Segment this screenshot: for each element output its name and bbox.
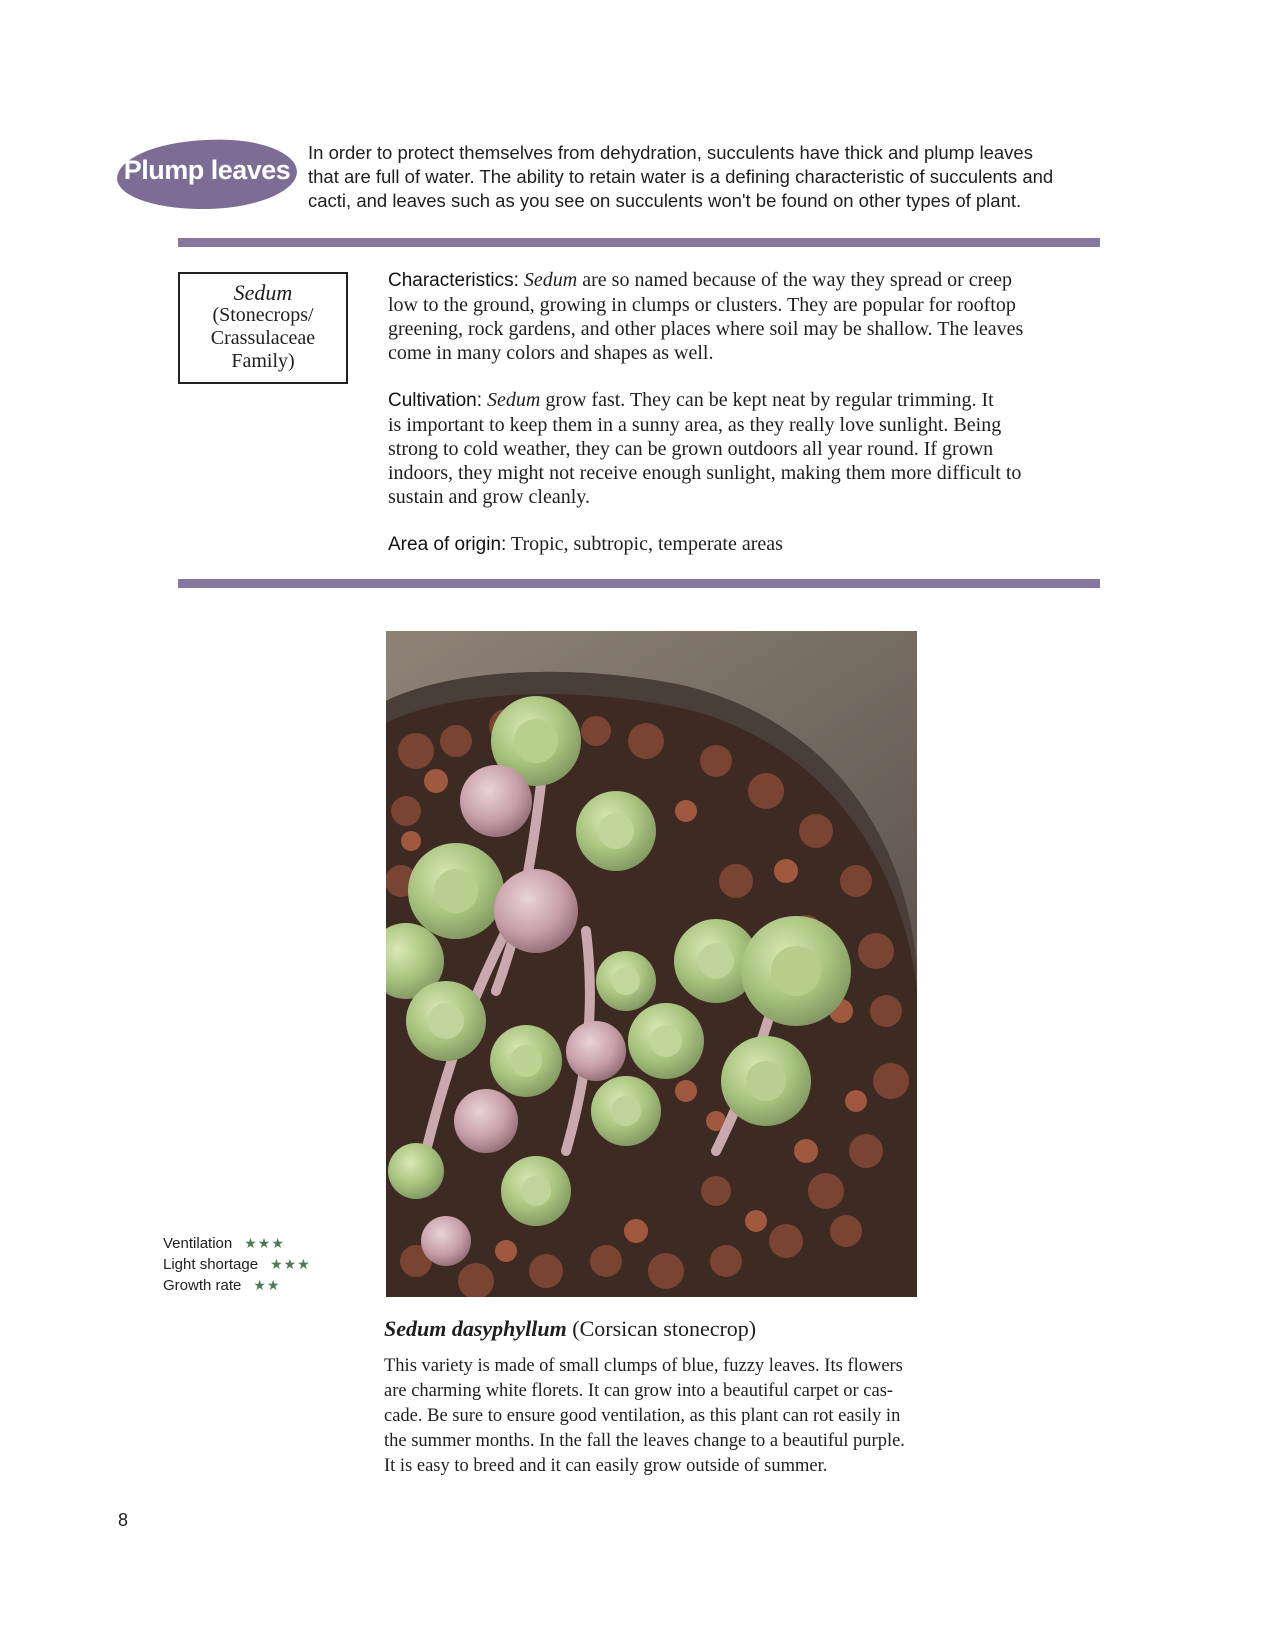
rating-label: Ventilation bbox=[163, 1235, 233, 1252]
common-name: (Corsican stonecrop) bbox=[566, 1316, 757, 1341]
cultivation-label: Cultivation: bbox=[388, 390, 482, 411]
cultivation-line: strong to cold weather, they can be grown outdoors all year round. If grown bbox=[388, 438, 994, 460]
cultivation-line: is important to keep them in a sunny area, as they really love sunlight. Being bbox=[388, 414, 1002, 436]
characteristics-first-line bbox=[388, 268, 1098, 293]
characteristics-section bbox=[388, 268, 1098, 365]
page-number: 8 bbox=[118, 1510, 129, 1530]
genus-name: Sedum bbox=[233, 280, 293, 305]
scientific-name: Sedum dasyphyllum bbox=[384, 1316, 567, 1341]
genus-italic: Sedum bbox=[523, 269, 578, 291]
genus-family-line: (Stonecrops/ bbox=[212, 304, 314, 326]
intro-line: cacti, and leaves such as you see on succulents won't be found on other types of plant. bbox=[308, 190, 1022, 211]
divider-top bbox=[178, 238, 1100, 247]
genus-italic: Sedum bbox=[487, 389, 541, 411]
star-rating-icon: ★★★ bbox=[244, 1235, 285, 1251]
plant-photo bbox=[386, 631, 917, 1297]
origin-section bbox=[388, 532, 1098, 557]
rating-row bbox=[163, 1233, 311, 1254]
cultivation-text: grow fast. They can be kept neat by regular trimming. It bbox=[540, 389, 994, 411]
characteristics-line: greening, rock gardens, and other places where soil may be shallow. The leaves bbox=[388, 318, 1024, 340]
rating-row bbox=[163, 1275, 311, 1296]
star-rating-icon: ★★★ bbox=[270, 1256, 311, 1272]
characteristics-line: come in many colors and shapes as well. bbox=[388, 342, 714, 364]
star-rating-icon: ★★ bbox=[253, 1277, 281, 1293]
rating-label: Growth rate bbox=[163, 1277, 242, 1294]
characteristics-line: low to the ground, growing in clumps or clusters. They are popular for rooftop bbox=[388, 294, 1016, 316]
intro-line: that are full of water. The ability to retain water is a defining characteristic of succulents and bbox=[308, 166, 1054, 187]
origin-label: Area of origin: bbox=[388, 534, 507, 555]
rating-label: Light shortage bbox=[163, 1256, 259, 1273]
cultivation-line: sustain and grow cleanly. bbox=[388, 486, 590, 508]
caption-title bbox=[384, 1316, 756, 1342]
care-ratings bbox=[163, 1233, 311, 1296]
caption-line: This variety is made of small clumps of blue, fuzzy leaves. Its flowers bbox=[384, 1356, 903, 1376]
rating-row bbox=[163, 1254, 311, 1275]
characteristics-text: are so named because of the way they spread or creep bbox=[577, 269, 1013, 291]
divider-bottom bbox=[178, 579, 1100, 588]
cultivation-first-line bbox=[388, 388, 1098, 413]
caption-line: It is easy to breed and it can easily grow outside of summer. bbox=[384, 1456, 828, 1476]
genus-box bbox=[178, 272, 348, 384]
caption-line: the summer months. In the fall the leaves change to a beautiful purple. bbox=[384, 1431, 905, 1451]
section-badge-label: Plump leaves bbox=[123, 155, 291, 185]
caption-line: cade. Be sure to ensure good ventilation, as this plant can rot easily in bbox=[384, 1406, 901, 1426]
caption-line: are charming white florets. It can grow into a beautiful carpet or cas- bbox=[384, 1381, 894, 1401]
cultivation-section bbox=[388, 388, 1098, 509]
genus-family-line: Family) bbox=[231, 350, 295, 372]
cultivation-line: indoors, they might not receive enough sunlight, making them more difficult to bbox=[388, 462, 1022, 484]
intro-paragraph bbox=[308, 141, 1128, 213]
characteristics-label: Characteristics: bbox=[388, 270, 519, 291]
genus-family-line: Crassulaceae bbox=[210, 327, 316, 349]
intro-line: In order to protect themselves from dehydration, succulents have thick and plump leaves bbox=[308, 142, 1033, 163]
caption-body bbox=[384, 1354, 964, 1479]
origin-value: Tropic, subtropic, temperate areas bbox=[506, 533, 783, 555]
